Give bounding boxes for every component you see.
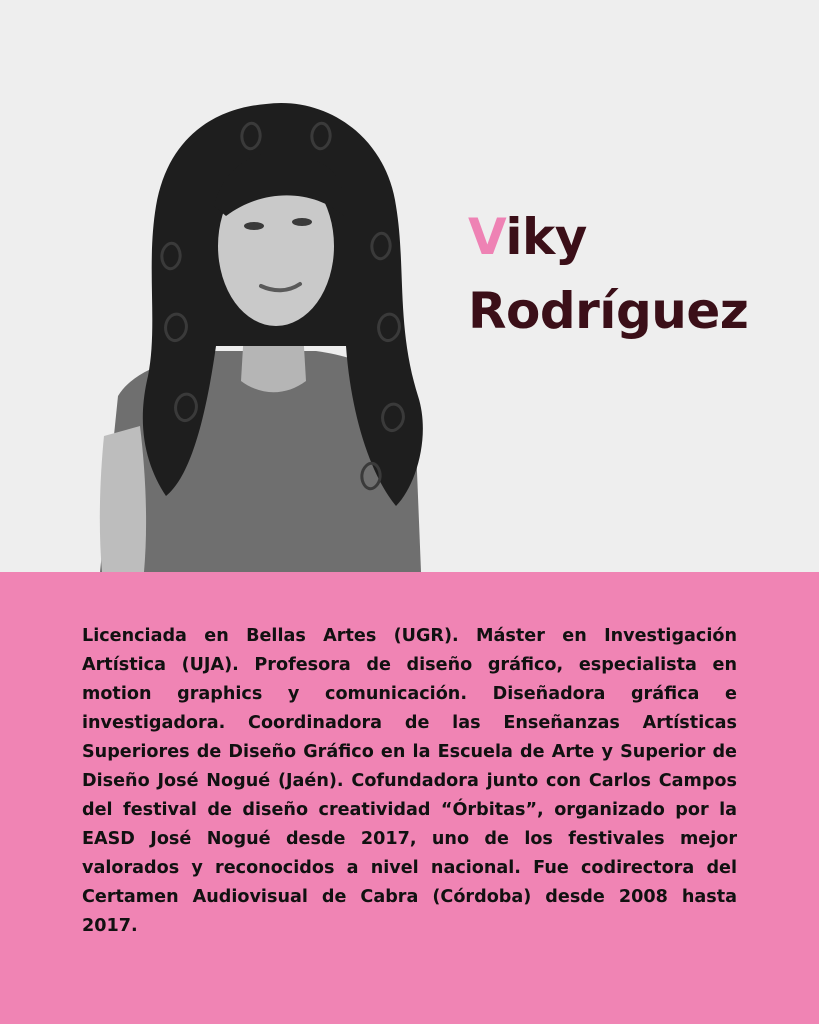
name-rest: iky [505,208,587,266]
eye-right [292,218,312,226]
name-initial: V [468,208,506,266]
eye-left [244,222,264,230]
surname: Rodríguez [468,282,749,340]
bio-text: Licenciada en Bellas Artes (UGR). Máster en Investigación Artística (UJA). Profesora de diseño gráfico, especialista en motion graphics y comunicación. Diseñadora gráfica e investigadora. Coordinadora de las Enseñanzas Artísticas Superiores de Diseño Gráfico en la Escuela de Arte y Superior de Diseño José Nogué (Jaén). Cofundadora junto con Carlos Campos del festival de diseño creatividad “Órbitas”, organizado por la EASD José Nogué desde 2017, uno de los festivales mejor valorados y reconocidos a nivel nacional. Fue codirectora del Certamen Audiovisual de Cabra (Córdoba) desde 2008 hasta 2017. [82,626,737,936]
first-name [468,200,798,274]
arm-shape [100,426,146,572]
portrait-photo [96,96,428,572]
person-name [468,200,798,348]
